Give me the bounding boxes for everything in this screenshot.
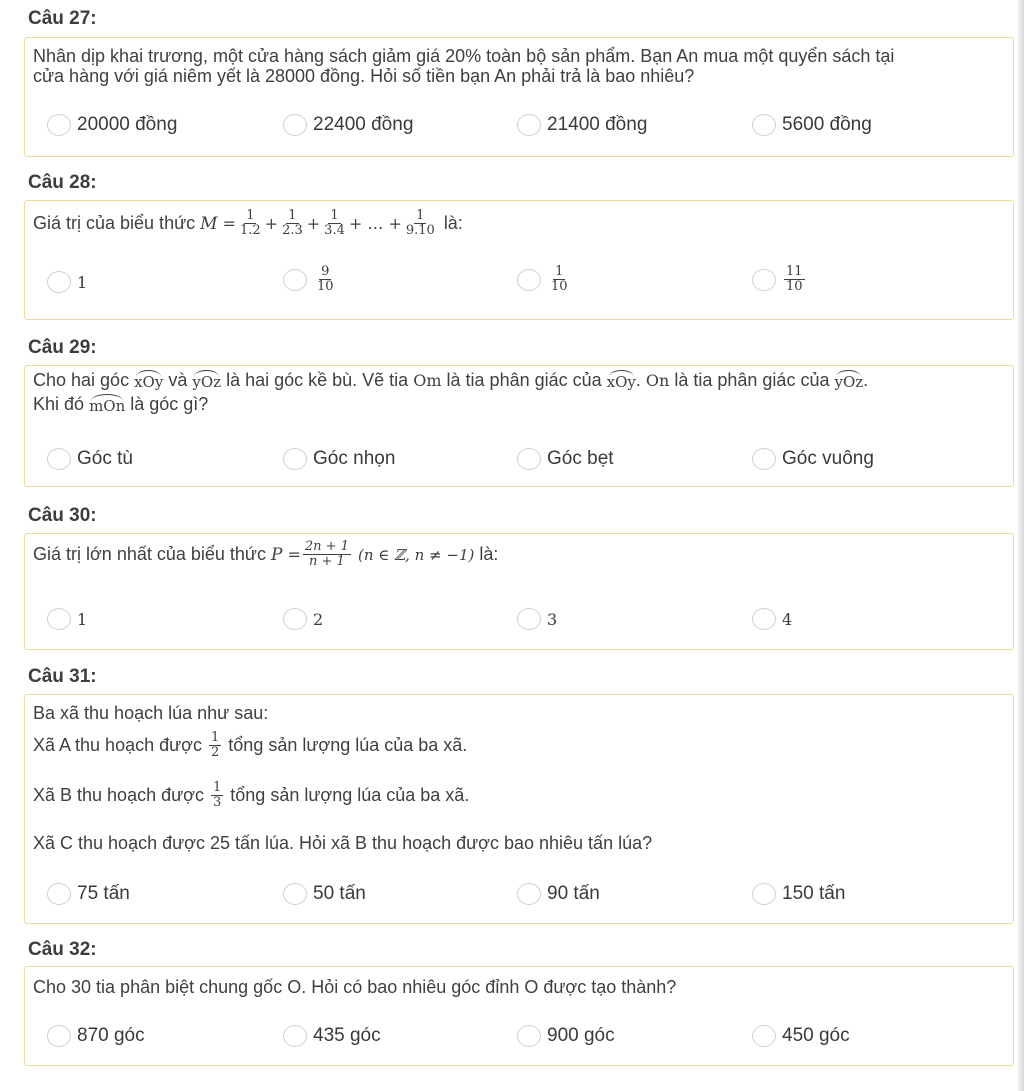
frac-den: 2.3 (282, 223, 303, 238)
radio-icon[interactable] (752, 114, 776, 136)
question-31-option-b[interactable] (283, 883, 366, 905)
question-29-title: Câu 29: (28, 337, 97, 358)
radio-icon[interactable] (517, 114, 541, 136)
option-label: 3 (547, 609, 558, 629)
radio-icon[interactable] (752, 883, 776, 905)
question-32-option-b[interactable] (283, 1025, 381, 1047)
option-label: 4 (782, 609, 793, 629)
radio-icon[interactable] (47, 271, 71, 293)
text-segment: tổng sản lượng lúa của ba xã. (228, 735, 468, 755)
expr-fraction-4 (404, 209, 437, 238)
radio-icon[interactable] (283, 608, 307, 630)
radio-icon[interactable] (47, 448, 71, 470)
question-29-text-line-2 (33, 394, 208, 415)
option-label: 150 tấn (782, 883, 846, 904)
frac-den: 1.2 (239, 223, 261, 238)
question-31-line-3 (33, 781, 469, 810)
question-31-line-1 (33, 703, 268, 724)
option-label: Góc nhọn (313, 448, 396, 469)
frac-num: 9 (321, 264, 330, 279)
frac-den: 10 (786, 279, 803, 294)
radio-icon[interactable] (752, 1025, 776, 1047)
option-label: Góc tù (77, 448, 133, 469)
question-31-title: Câu 31: (28, 666, 97, 687)
option-label: Góc vuông (782, 448, 874, 469)
option-label: 1 (77, 609, 88, 629)
question-31-line-4 (33, 833, 652, 854)
option-label: 435 góc (313, 1025, 381, 1046)
radio-icon[interactable] (752, 269, 776, 291)
question-27-text-line-2: cửa hàng với giá niêm yết là 28000 đồng. Hỏi số tiền bạn An phải trả là bao nhiêu? (33, 66, 695, 86)
radio-icon[interactable] (752, 608, 776, 630)
option-label: 450 góc (782, 1025, 850, 1046)
radio-icon[interactable] (47, 883, 71, 905)
question-32-option-a[interactable] (47, 1025, 145, 1047)
option-fraction (549, 265, 570, 294)
radio-icon[interactable] (47, 1025, 71, 1047)
question-27-option-d[interactable] (752, 114, 872, 136)
option-fraction (784, 265, 805, 294)
question-28-title: Câu 28: (28, 172, 97, 193)
question-28-prefix: Giá trị của biểu thức (33, 213, 196, 233)
option-label: Góc bẹt (547, 448, 614, 469)
question-32-text (33, 977, 676, 998)
text-segment: tổng sản lượng lúa của ba xã. (230, 785, 470, 805)
question-30-box (24, 533, 1014, 650)
text-segment: là tia phân giác của (446, 370, 602, 390)
expr-fraction-3 (322, 209, 347, 238)
radio-icon[interactable] (517, 883, 541, 905)
option-label: 21400 đồng (547, 114, 648, 135)
option-label: 20000 đồng (77, 114, 178, 135)
frac-num: 1 (416, 208, 425, 223)
expr-equals: = (287, 545, 301, 564)
expr-var: P (271, 544, 283, 565)
ellipsis: + … + (348, 214, 402, 233)
option-label: 5600 đồng (782, 114, 872, 135)
angle-xoy: xOy (134, 370, 163, 391)
question-31-line-2 (33, 731, 467, 760)
question-27-option-b[interactable] (283, 114, 413, 136)
radio-icon[interactable] (517, 1025, 541, 1047)
text-segment: . (863, 370, 869, 390)
question-29-option-c[interactable] (517, 448, 614, 470)
frac-den: 10 (317, 279, 334, 294)
question-30-option-b[interactable] (283, 608, 323, 630)
frac-den: 3 (212, 795, 222, 810)
question-30-title: Câu 30: (28, 505, 97, 526)
text-segment: là tia phân giác của (674, 370, 830, 390)
expr-fraction-1 (238, 209, 263, 238)
radio-icon[interactable] (752, 448, 776, 470)
text-segment: Cho hai góc (33, 370, 130, 390)
radio-icon[interactable] (47, 608, 71, 630)
question-29-text-line-1 (33, 370, 868, 391)
frac-num: 1 (555, 264, 564, 279)
option-label: 2 (313, 609, 324, 629)
angle-yoz: yOz (834, 370, 863, 391)
option-label: 50 tấn (313, 883, 366, 904)
frac-den: 10 (551, 279, 568, 294)
question-27-title: Câu 27: (28, 8, 97, 29)
question-27-text (33, 46, 1005, 86)
option-label: 870 góc (77, 1025, 145, 1046)
question-28-option-b[interactable] (283, 265, 338, 294)
frac-num: 1 (211, 730, 220, 745)
expr-condition: (n ∈ ℤ, n ≠ −1) (357, 545, 475, 564)
radio-icon[interactable] (517, 269, 541, 291)
angle-mon: mOn (89, 394, 125, 415)
question-32-option-c[interactable] (517, 1025, 615, 1047)
frac-num: 11 (786, 264, 803, 279)
frac-den: 3.4 (324, 223, 345, 238)
frac-den: 2 (211, 745, 220, 760)
question-32-option-d[interactable] (752, 1025, 850, 1047)
text-segment: là hai góc kề bù. Vẽ tia (226, 370, 409, 390)
question-27-text-line-1: Nhân dịp khai trương, một cửa hàng sách giảm giá 20% toàn bộ sản phẩm. Bạn An mua một quyển sách tại (33, 46, 895, 66)
question-28-option-c[interactable] (517, 265, 572, 294)
ray-on: On (645, 371, 670, 390)
question-27-option-c[interactable] (517, 114, 647, 136)
text-segment: Ba xã thu hoạch lúa như sau: (33, 703, 269, 723)
window-edge (1018, 0, 1024, 1091)
ray-om: Om (413, 371, 442, 390)
option-label: 900 góc (547, 1025, 615, 1046)
question-30-option-c[interactable] (517, 608, 557, 630)
question-31-option-c[interactable] (517, 883, 600, 905)
frac-num: 2n + 1 (304, 539, 349, 554)
text-segment: và (168, 370, 188, 390)
question-28-box (24, 200, 1014, 320)
question-27-box (24, 37, 1014, 157)
text-segment: là góc gì? (130, 394, 209, 414)
frac-num: 1 (288, 208, 297, 223)
radio-icon[interactable] (517, 448, 541, 470)
question-27-option-a[interactable] (47, 114, 177, 136)
question-32-title: Câu 32: (28, 939, 97, 960)
radio-icon[interactable] (517, 608, 541, 630)
option-label: 90 tấn (547, 883, 600, 904)
question-29-option-d[interactable] (752, 448, 874, 470)
expr-var: M (200, 213, 218, 234)
frac-num: 1 (212, 780, 222, 795)
expr-fraction-2 (280, 209, 305, 238)
text-segment: Khi đó (33, 394, 85, 414)
option-label: 22400 đồng (313, 114, 414, 135)
question-31-option-a[interactable] (47, 883, 130, 905)
question-31-option-d[interactable] (752, 883, 845, 905)
frac-num: 1 (246, 208, 255, 223)
fraction-third (211, 781, 223, 810)
radio-icon[interactable] (283, 1025, 307, 1047)
question-29-box (24, 365, 1014, 487)
angle-yoz: yOz (192, 370, 221, 391)
plus-sign: + (264, 214, 279, 233)
option-fraction (315, 265, 336, 294)
question-31-box (24, 694, 1014, 924)
text-segment: Cho 30 tia phân biệt chung gốc O. Hỏi có bao nhiêu góc đỉnh O được tạo thành? (33, 977, 677, 997)
question-30-option-d[interactable] (752, 608, 792, 630)
question-28-option-a[interactable] (47, 271, 87, 293)
question-28-suffix: là: (443, 213, 463, 233)
question-29-option-a[interactable] (47, 448, 133, 470)
radio-icon[interactable] (47, 114, 71, 136)
question-32-box (24, 966, 1014, 1066)
radio-icon[interactable] (283, 114, 307, 136)
text-segment: . (635, 370, 641, 390)
expr-equals: = (222, 214, 236, 233)
angle-xoy: xOy (607, 370, 636, 391)
option-label: 1 (77, 272, 88, 292)
plus-sign: + (306, 214, 321, 233)
question-30-prefix: Giá trị lớn nhất của biểu thức (33, 544, 266, 564)
text-segment: Xã A thu hoạch được (33, 735, 202, 755)
option-label: 75 tấn (77, 883, 130, 904)
expr-fraction (303, 540, 351, 569)
frac-num: 1 (330, 208, 339, 223)
question-28-text (33, 209, 463, 238)
question-28-option-d[interactable] (752, 265, 807, 294)
question-30-option-a[interactable] (47, 608, 87, 630)
frac-den: 9.10 (405, 223, 435, 238)
question-30-text (33, 540, 498, 569)
text-segment: Xã C thu hoạch được 25 tấn lúa. Hỏi xã B thu hoạch được bao nhiêu tấn lúa? (33, 833, 653, 853)
radio-icon[interactable] (283, 883, 307, 905)
fraction-half (209, 731, 221, 760)
text-segment: Xã B thu hoạch được (33, 785, 204, 805)
question-29-option-b[interactable] (283, 448, 395, 470)
radio-icon[interactable] (283, 448, 307, 470)
radio-icon[interactable] (283, 269, 307, 291)
question-30-suffix: là: (479, 544, 499, 564)
frac-den: n + 1 (309, 554, 345, 569)
